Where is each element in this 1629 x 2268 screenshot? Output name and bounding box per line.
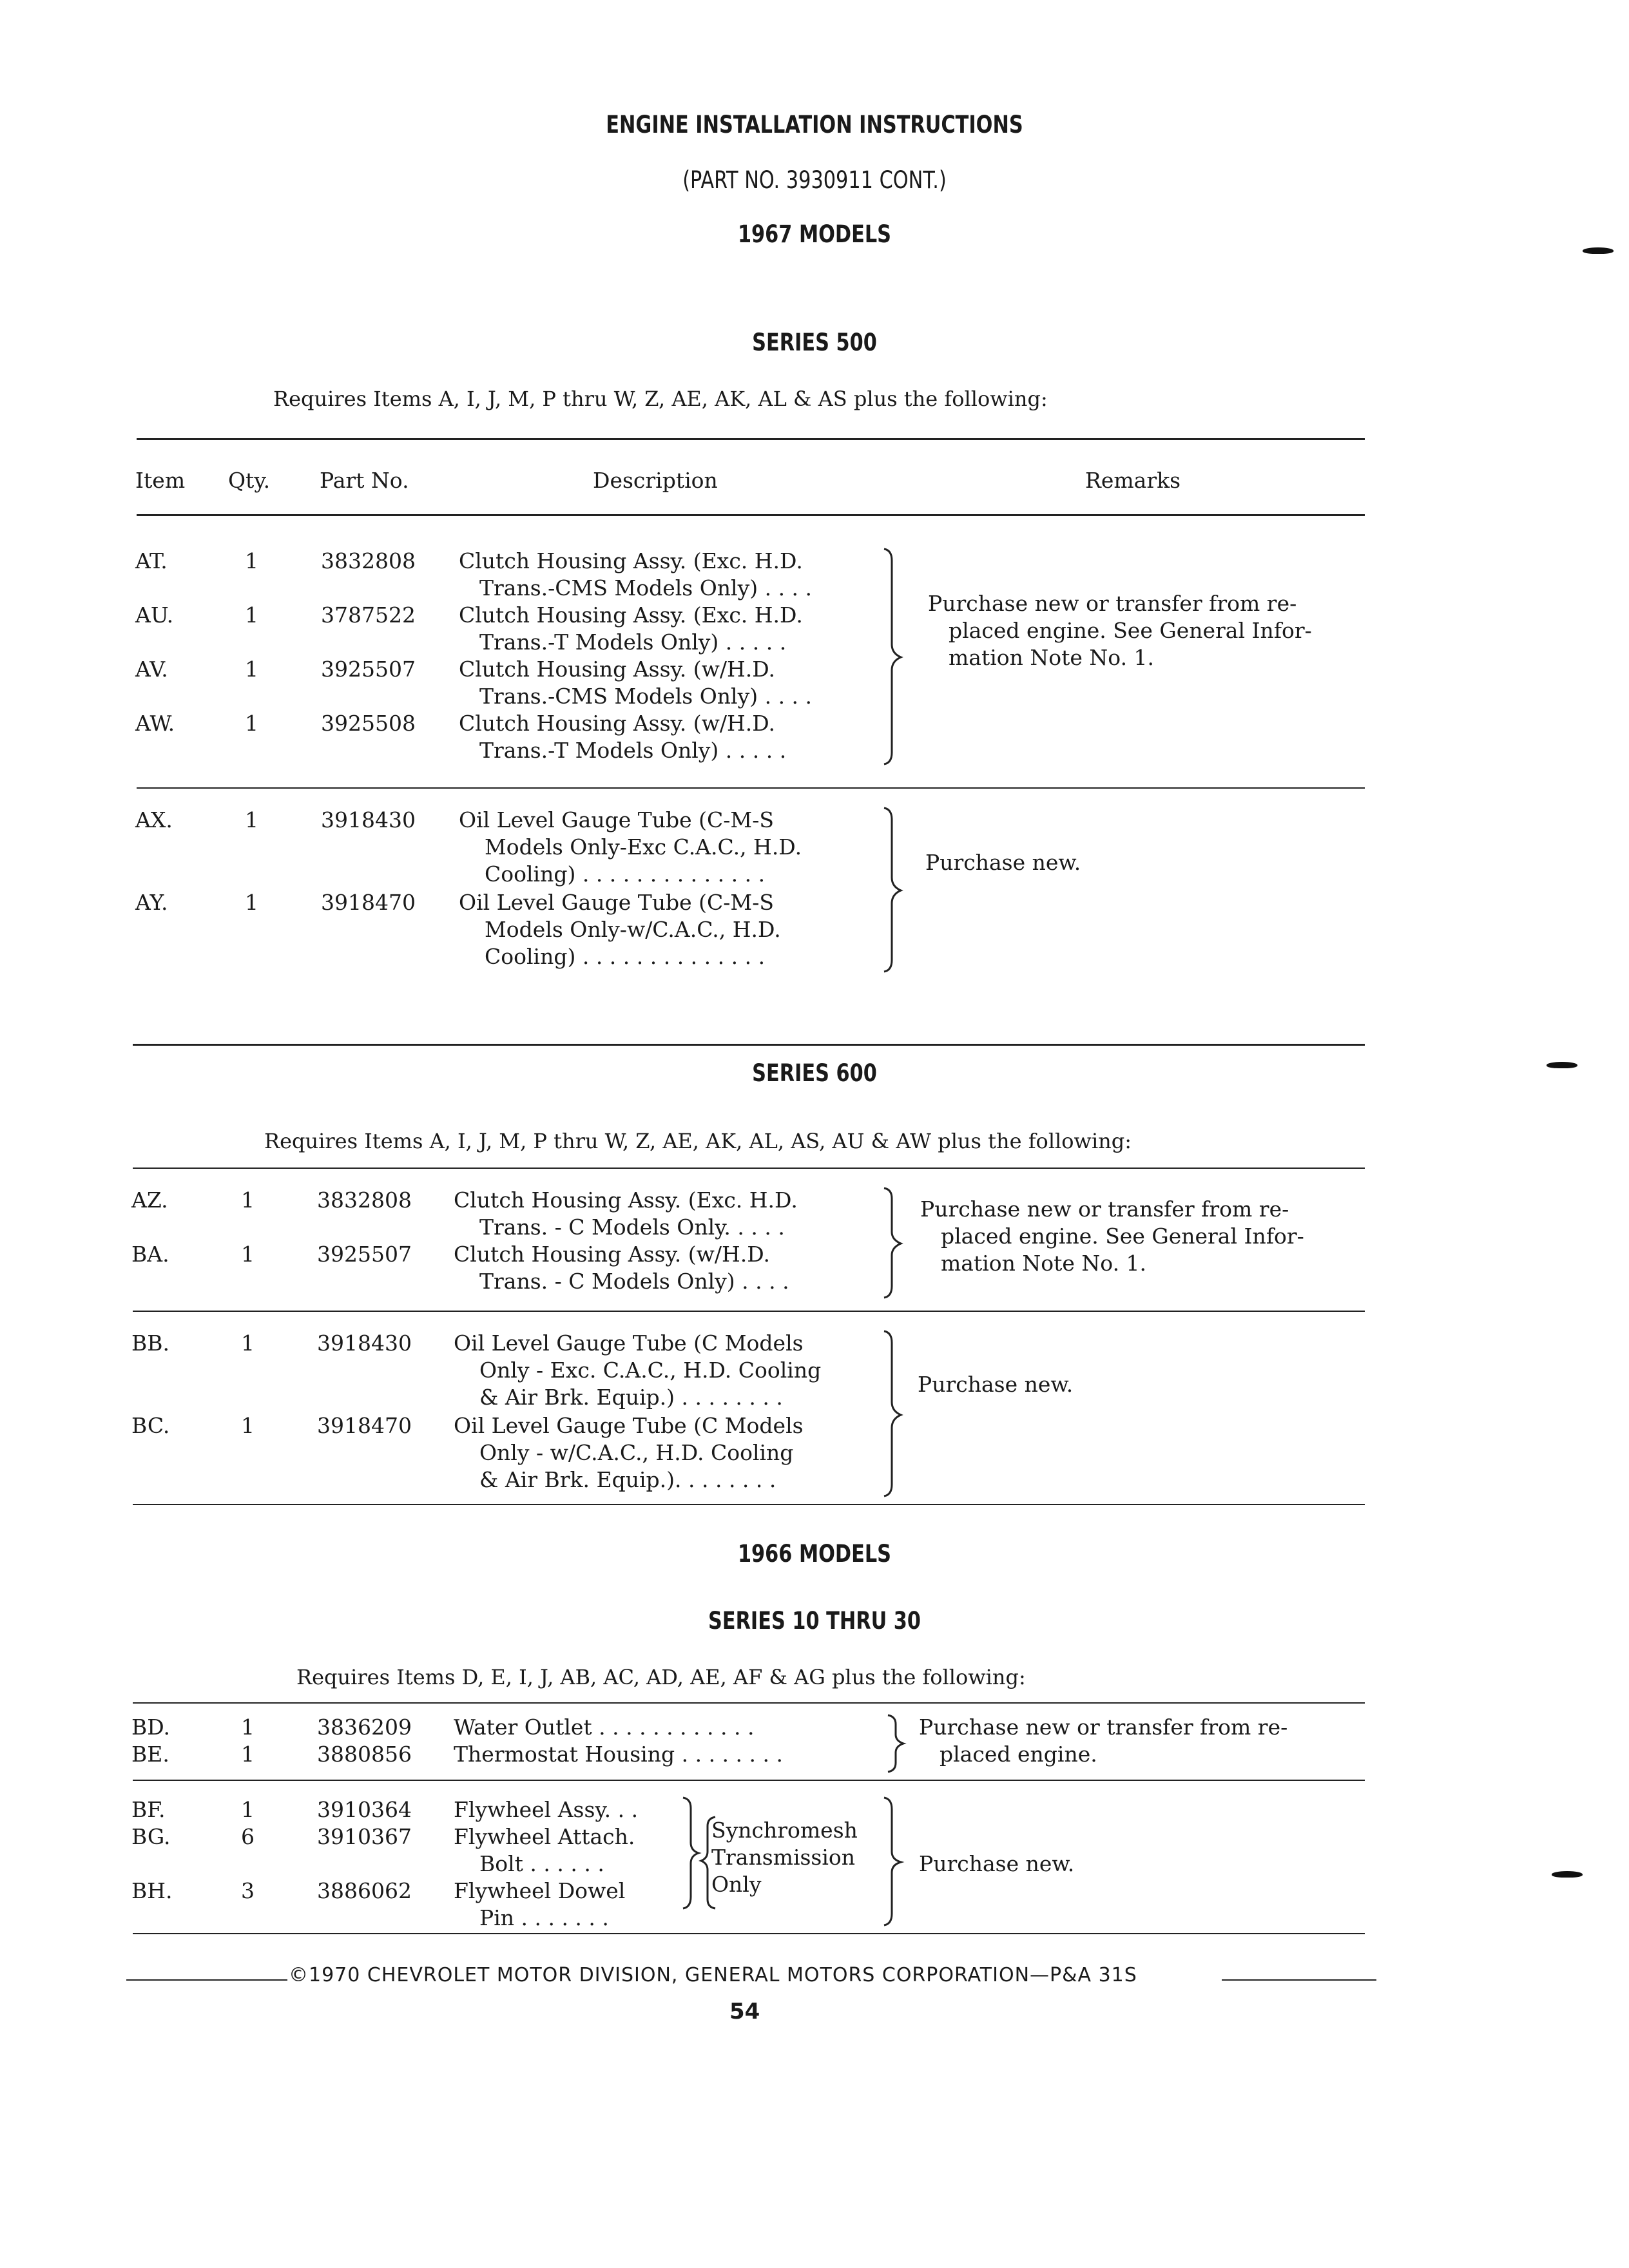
qty: 1	[245, 548, 258, 573]
right-brace	[883, 1796, 909, 1928]
remark-purchase-new: Purchase new.	[925, 850, 1081, 875]
remark-transfer	[928, 590, 1379, 671]
remark-line: placed engine. See General Infor-	[941, 1224, 1304, 1249]
series-10-thru-30-heading: SERIES 10 THRU 30	[708, 1607, 921, 1635]
qty: 6	[241, 1824, 255, 1849]
note-line: Synchromesh	[711, 1818, 858, 1843]
models-1966-heading: 1966 MODELS	[737, 1540, 892, 1568]
edge-mark	[1552, 1871, 1583, 1878]
column-part-no: Part No.	[320, 468, 409, 493]
item-code: BD.	[131, 1715, 171, 1740]
part-number: 3910367	[317, 1824, 412, 1849]
rule	[133, 1702, 1365, 1704]
remark-line: mation Note No. 1.	[949, 645, 1155, 670]
series-500-requires: Requires Items A, I, J, M, P thru W, Z, AE, AK, AL & AS plus the following:	[273, 387, 1048, 411]
part-number: 3836209	[317, 1715, 412, 1740]
part-number: 3925507	[317, 1242, 412, 1267]
qty: 1	[241, 1797, 255, 1822]
description-cont: & Air Brk. Equip.). . . . . . . .	[479, 1467, 776, 1492]
description-cont: Trans.-CMS Models Only) . . . .	[479, 575, 813, 601]
remark-purchase-new: Purchase new.	[918, 1372, 1074, 1397]
description: Oil Level Gauge Tube (C-M-S	[459, 807, 774, 832]
description-cont: & Air Brk. Equip.) . . . . . . . .	[479, 1385, 783, 1410]
description: Oil Level Gauge Tube (C Models	[454, 1331, 804, 1356]
part-number: 3918430	[321, 807, 416, 832]
remark-line: Purchase new or transfer from re-	[919, 1715, 1288, 1740]
document-title: ENGINE INSTALLATION INSTRUCTIONS	[606, 111, 1023, 139]
part-number-subtitle: (PART NO. 3930911 CONT.)	[682, 166, 947, 194]
item-code: AZ.	[131, 1187, 168, 1213]
note-line: Transmission	[711, 1845, 856, 1870]
column-remarks: Remarks	[1085, 468, 1181, 493]
part-number: 3886062	[317, 1878, 412, 1903]
remark-line: mation Note No. 1.	[941, 1251, 1147, 1276]
column-item: Item	[135, 468, 186, 493]
edge-mark	[1547, 1062, 1577, 1068]
description: Oil Level Gauge Tube (C Models	[454, 1413, 804, 1438]
qty: 1	[245, 657, 258, 682]
right-brace	[883, 1330, 909, 1499]
rule	[133, 1168, 1365, 1169]
part-number: 3925508	[321, 711, 416, 736]
part-number: 3832808	[317, 1187, 412, 1213]
qty: 1	[241, 1242, 255, 1267]
part-number: 3910364	[317, 1797, 412, 1822]
description-cont: Models Only-w/C.A.C., H.D.	[485, 917, 781, 942]
item-code: BG.	[131, 1824, 171, 1849]
description-cont: Only - Exc. C.A.C., H.D. Cooling	[479, 1358, 822, 1383]
rule	[133, 1311, 1365, 1312]
right-brace	[883, 1187, 909, 1300]
item-code: AV.	[135, 657, 168, 682]
page-number: 54	[729, 1999, 760, 2024]
part-number: 3918430	[317, 1331, 412, 1356]
description: Clutch Housing Assy. (Exc. H.D.	[459, 602, 803, 628]
description-cont: Cooling) . . . . . . . . . . . . . .	[485, 944, 766, 969]
remark-line: Purchase new or transfer from re-	[920, 1196, 1289, 1222]
footer-rule-left	[126, 1979, 287, 1981]
part-number: 3918470	[321, 890, 416, 915]
part-number: 3918470	[317, 1413, 412, 1438]
series-600-heading: SERIES 600	[752, 1059, 877, 1087]
remark-line: Purchase new or transfer from re-	[928, 591, 1297, 616]
remark-line: placed engine.	[940, 1742, 1097, 1767]
description-cont: Trans. - C Models Only) . . . .	[479, 1269, 789, 1294]
description-cont: Models Only-Exc C.A.C., H.D.	[485, 834, 802, 860]
description: Oil Level Gauge Tube (C-M-S	[459, 890, 774, 915]
note-line: Only	[711, 1872, 762, 1897]
qty: 1	[241, 1187, 255, 1213]
description: Clutch Housing Assy. (w/H.D.	[454, 1242, 771, 1267]
remark-line: placed engine. See General Infor-	[949, 618, 1312, 643]
rule	[133, 1044, 1365, 1046]
qty: 1	[241, 1331, 255, 1356]
description-cont: Pin . . . . . . .	[479, 1905, 609, 1930]
qty: 1	[245, 602, 258, 628]
rule	[133, 1780, 1365, 1781]
item-code: AY.	[135, 890, 168, 915]
item-code: BH.	[131, 1878, 173, 1903]
item-code: BA.	[131, 1242, 169, 1267]
item-code: BE.	[131, 1742, 169, 1767]
description: Clutch Housing Assy. (w/H.D.	[459, 657, 776, 682]
models-1967-heading: 1967 MODELS	[737, 220, 892, 248]
qty: 1	[241, 1742, 255, 1767]
item-code: BF.	[131, 1797, 166, 1822]
item-code: AU.	[135, 602, 174, 628]
series-600-requires: Requires Items A, I, J, M, P thru W, Z, AE, AK, AL, AS, AU & AW plus the following:	[264, 1129, 1132, 1153]
description: Flywheel Attach.	[454, 1824, 635, 1849]
item-code: AW.	[135, 711, 175, 736]
description-cont: Cooling) . . . . . . . . . . . . . .	[485, 861, 766, 887]
synchromesh-note	[711, 1817, 858, 1898]
qty: 1	[245, 890, 258, 915]
part-number: 3832808	[321, 548, 416, 573]
right-brace	[883, 807, 909, 974]
footer-rule-right	[1222, 1979, 1376, 1981]
remark-purchase-new: Purchase new.	[919, 1851, 1075, 1876]
right-brace	[883, 548, 909, 767]
description: Flywheel Assy. . .	[454, 1797, 639, 1822]
copyright-footer: ©1970 CHEVROLET MOTOR DIVISION, GENERAL MOTORS CORPORATION—P&A 31S	[289, 1964, 1137, 1986]
column-qty: Qty.	[228, 468, 271, 493]
description-cont: Only - w/C.A.C., H.D. Cooling	[479, 1440, 794, 1465]
description: Clutch Housing Assy. (Exc. H.D.	[459, 548, 803, 573]
qty: 1	[245, 807, 258, 832]
description: Clutch Housing Assy. (Exc. H.D.	[454, 1187, 798, 1213]
description: Clutch Housing Assy. (w/H.D.	[459, 711, 776, 736]
description: Flywheel Dowel	[454, 1878, 626, 1903]
description-cont: Bolt . . . . . .	[479, 1851, 604, 1876]
rule	[137, 438, 1365, 440]
series-10-30-requires: Requires Items D, E, I, J, AB, AC, AD, AE, AF & AG plus the following:	[296, 1665, 1026, 1689]
description-cont: Trans.-T Models Only) . . . . .	[479, 738, 787, 763]
description-cont: Trans.-CMS Models Only) . . . .	[479, 684, 813, 709]
part-number: 3925507	[321, 657, 416, 682]
qty: 1	[245, 711, 258, 736]
right-brace	[887, 1714, 912, 1773]
item-code: BB.	[131, 1331, 169, 1356]
column-description: Description	[593, 468, 718, 493]
rule	[133, 1504, 1365, 1505]
qty: 3	[241, 1878, 255, 1903]
remark-transfer	[920, 1196, 1371, 1277]
part-number: 3787522	[321, 602, 416, 628]
series-500-heading: SERIES 500	[752, 329, 877, 356]
rule	[137, 514, 1365, 516]
item-code: BC.	[131, 1413, 170, 1438]
description-cont: Trans. - C Models Only. . . . .	[479, 1215, 785, 1240]
rule	[137, 787, 1365, 789]
item-code: AT.	[135, 548, 168, 573]
rule	[133, 1933, 1365, 1934]
qty: 1	[241, 1715, 255, 1740]
description: Water Outlet . . . . . . . . . . . .	[454, 1715, 755, 1740]
part-number: 3880856	[317, 1742, 412, 1767]
description: Thermostat Housing . . . . . . . .	[454, 1742, 783, 1767]
qty: 1	[241, 1413, 255, 1438]
description-cont: Trans.-T Models Only) . . . . .	[479, 629, 787, 655]
item-code: AX.	[135, 807, 173, 832]
edge-mark	[1583, 247, 1614, 254]
remark-transfer	[919, 1714, 1370, 1768]
